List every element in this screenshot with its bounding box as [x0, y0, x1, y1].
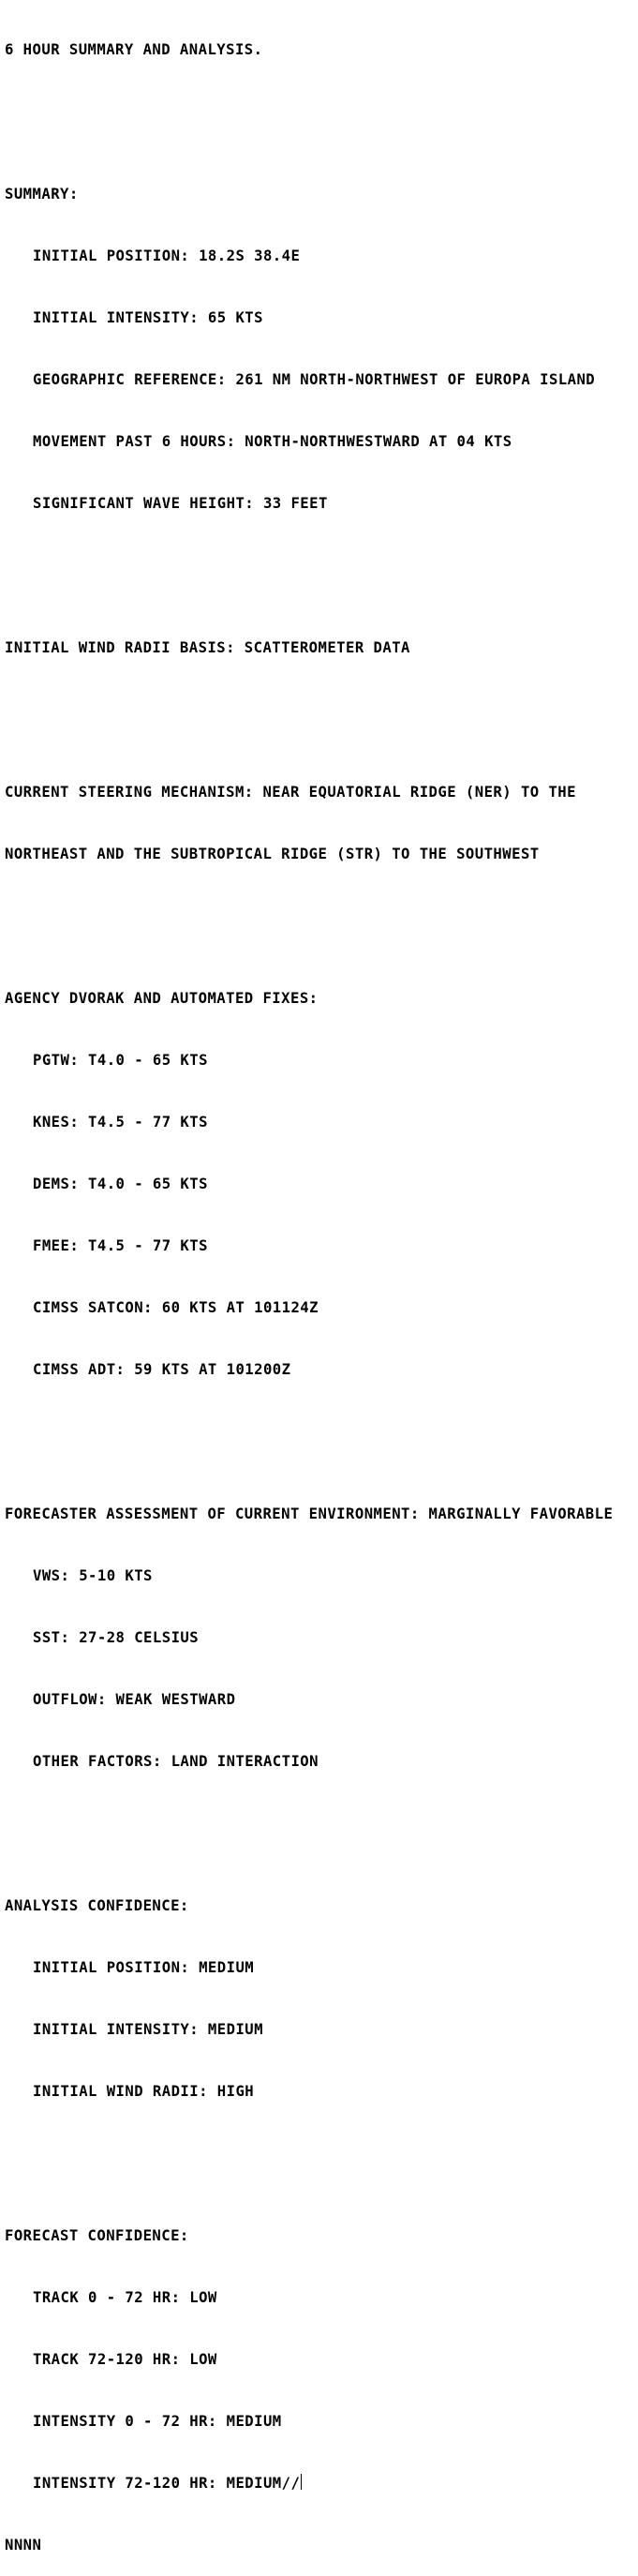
analysis-confidence-item: INITIAL WIND RADII: HIGH: [33, 2083, 255, 2100]
fix-item: KNES: T4.5 - 77 KTS: [33, 1114, 208, 1131]
summary-heading: SUMMARY:: [5, 186, 79, 202]
bulletin-title: 6 HOUR SUMMARY AND ANALYSIS.: [5, 41, 263, 58]
steering-line-2: NORTHEAST AND THE SUBTROPICAL RIDGE (STR) TO THE SOUTHWEST: [5, 846, 540, 862]
summary-geographic-reference: GEOGRAPHIC REFERENCE: 261 NM NORTH-NORTHWEST OF EUROPA ISLAND: [33, 371, 596, 388]
forecast-confidence-item-text: INTENSITY 72-120 HR: MEDIUM//: [33, 2475, 301, 2492]
forecast-confidence-last-item[interactable]: [5, 2473, 638, 2494]
forecast-confidence-item: TRACK 72-120 HR: LOW: [33, 2351, 217, 2368]
summary-wave-height: SIGNIFICANT WAVE HEIGHT: 33 FEET: [33, 495, 328, 512]
spacer: [5, 101, 638, 122]
spacer: [5, 1813, 638, 1834]
environment-item: OTHER FACTORS: LAND INTERACTION: [33, 1753, 319, 1770]
spacer: [5, 1421, 638, 1442]
analysis-confidence-item: INITIAL POSITION: MEDIUM: [33, 1959, 255, 1976]
summary-initial-position: INITIAL POSITION: 18.2S 38.4E: [33, 247, 301, 264]
wind-radii-basis: INITIAL WIND RADII BASIS: SCATTEROMETER DATA: [5, 639, 410, 656]
forecast-confidence-heading: FORECAST CONFIDENCE:: [5, 2227, 189, 2244]
analysis-confidence-heading: ANALYSIS CONFIDENCE:: [5, 1897, 189, 1914]
fix-item: DEMS: T4.0 - 65 KTS: [33, 1176, 208, 1192]
summary-initial-intensity: INITIAL INTENSITY: 65 KTS: [33, 309, 263, 326]
fixes-heading: AGENCY DVORAK AND AUTOMATED FIXES:: [5, 990, 319, 1007]
spacer: [5, 555, 638, 576]
analysis-confidence-item: INITIAL INTENSITY: MEDIUM: [33, 2021, 263, 2038]
environment-item: OUTFLOW: WEAK WESTWARD: [33, 1691, 236, 1708]
environment-heading: FORECASTER ASSESSMENT OF CURRENT ENVIRONMENT: MARGINALLY FAVORABLE: [5, 1505, 614, 1522]
bulletin-text: [5, 0, 638, 2576]
fix-item: CIMSS SATCON: 60 KTS AT 101124Z: [33, 1299, 319, 1316]
spacer: [5, 906, 638, 926]
end-marker: NNNN: [5, 2537, 42, 2554]
text-cursor: [301, 2474, 302, 2490]
forecast-confidence-item: INTENSITY 0 - 72 HR: MEDIUM: [33, 2413, 282, 2430]
fix-item: CIMSS ADT: 59 KTS AT 101200Z: [33, 1361, 291, 1378]
fix-item: PGTW: T4.0 - 65 KTS: [33, 1052, 208, 1069]
environment-item: SST: 27-28 CELSIUS: [33, 1629, 200, 1646]
spacer: [5, 699, 638, 720]
steering-line-1: CURRENT STEERING MECHANISM: NEAR EQUATORIAL RIDGE (NER) TO THE: [5, 784, 576, 801]
forecast-confidence-item: TRACK 0 - 72 HR: LOW: [33, 2289, 217, 2306]
summary-movement: MOVEMENT PAST 6 HOURS: NORTH-NORTHWESTWARD AT 04 KTS: [33, 433, 512, 450]
spacer: [5, 2143, 638, 2164]
environment-item: VWS: 5-10 KTS: [33, 1567, 153, 1584]
fix-item: FMEE: T4.5 - 77 KTS: [33, 1237, 208, 1254]
